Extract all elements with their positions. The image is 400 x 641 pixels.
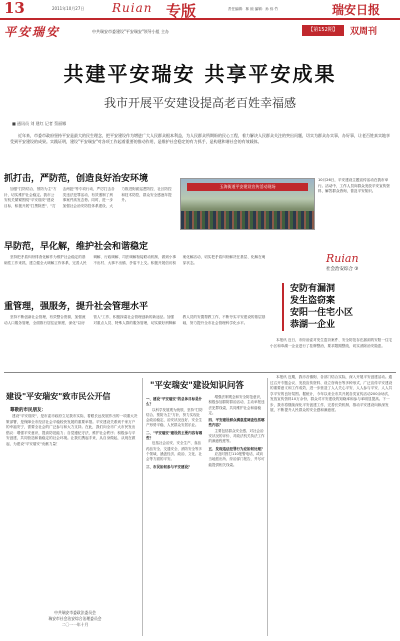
callout-headline (282, 283, 394, 331)
section-1-body: 加强"打防结合，预防为主"方针，切实维护社会稳定。我市公安机关紧紧围绕"平安瑞安"建设目标，积极开展"打黑除恶"、"打击两抢"等专项行动，严厉打击各类违法犯罪活动，有效遏制了刑事案件高发态势。同时，进一步加强社会治安防控体系建设，大力推进街面巡逻防控、社区防控和技术防控，群众安全感逐年提升。 (4, 187, 172, 208)
event-photo (180, 178, 315, 230)
editor-line: 责任编辑：林 琼 编辑：孙 伟 竹 (228, 7, 278, 11)
qa-answer: 主要包括群众安全感、对社会治安状况的评价、对政法机关执法工作的满意程度等。 (208, 428, 265, 444)
callout-line-3: 安阳一住宅小区 (290, 308, 354, 318)
photo-crowd (181, 211, 314, 229)
qa-question: 五、发现违法犯罪行为应如何处理？ (208, 446, 265, 451)
qa-question: 二、"平安瑞安"建设的主要内容有哪些？ (146, 430, 203, 441)
page-headline: 共建平安瑞安 共享平安成果 (63, 62, 337, 86)
section-divider (4, 372, 396, 373)
section-2-title: 早防范，早化解，维护社会和谐稳定 (4, 242, 149, 252)
callout-line-4: 恭湖一企业 (290, 320, 336, 330)
qa-question: 一、建设"平安瑞安"的总体目标是什么？ (146, 397, 203, 407)
callout-line-2: 发生盗窃案 (290, 296, 336, 306)
issue-badge: 【第152期】 (302, 25, 344, 36)
qa-question: 四、平安建设群众满意度调查包括哪些内容？ (208, 418, 265, 428)
photo-caption: 10月26日，平安建设主题宣传活动在我市举行。活动中，工作人员向群众发放平安宣传资料，解答群众咨询，普及平安知识。 (318, 178, 390, 193)
frequency-label: 双周刊 (350, 27, 378, 37)
organizer-line: 中共瑞安市委建设"平安瑞安"领导小组 主办 (92, 29, 169, 34)
lead-paragraph: 近年来，市委市政府坚持平安是最大的民生理念，把平安建设作为增进广大人民群众根本利益，为人民群众所期盼的民心工程，着力解决人民群众关注的突出问题，切实为群众办实事，办好事，让老百姓真实地享受到平安建设的成果。实践证明，建设"平安瑞安"对各项工作起着重要的推动作用，是维护社会稳定的有力抓手，是构建和谐社会的有效载体。 (10, 133, 390, 144)
qa-answer: 包括社会治安、安全生产、食品药品安全、交通安全、消防安全等多个领域，涵盖经济、政治、文化、社会等方面的平安。 (146, 441, 202, 462)
qa-answer: 增强法制观念和安全防范意识，积极参加群防群治活动，主动举报违法犯罪线索，共同维护社会和谐稳定。 (208, 395, 265, 415)
open-letter-body: 建设"平安瑞安"，是市委市政府立足我市实际，着眼长远发展作出的一项重大决策部署，是保障全市经济社会平稳较快发展的重要举措。平安建设关系到千家万户的幸福安宁，需要全社会的广泛参与和大力支持。在此，我们向全市广大市民发出倡议：增强平安意识，提高防范能力；自觉遵纪守法，维护社会秩序；积极参与平安创建，共同营造和谐稳定的社会环境。让我们携起手来，从自身做起，从现在做起，为建设"平安瑞安"贡献力量！ (6, 414, 138, 446)
qa-title: "平安瑞安"建设知识问答 (150, 381, 244, 391)
signature-org-2: 瑞安市社会治安综合治理委员会 (48, 616, 102, 621)
series-label: 社会治安综合 ③ (326, 267, 359, 272)
series-logo: Ruian (326, 252, 359, 265)
column-logo: 平安瑞安 (4, 25, 61, 39)
section-3-title: 重管理，强服务，提升社会管理水平 (4, 302, 149, 312)
qa-question: 三、市民如何参与平安建设？ (146, 464, 192, 469)
photo-banner: 玉海街道平安建设宣传活动现场 (187, 183, 308, 191)
section-3-body: 坚持不断创新社会管理，有效整合资源，加强流动人口服务管理，全面推行居住证制度，深化"以房管人"工作，积极探索社会管理创新的新途径。加强对重点人员、特殊人群的服务管理，切实做好刑释解教人员的安置帮教工作，不断夯实平安建设的基层基础，努力提升全市社会管理科学化水平。 (4, 315, 266, 325)
column-rule-left (142, 378, 143, 636)
page-number: 13 (4, 0, 25, 17)
callout-line-1: 安防有漏洞 (290, 284, 336, 294)
qa-answer: 应及时拨打110报警电话，或向当地派出所、综治部门报告，并尽可能提供相关线索。 (208, 451, 265, 467)
paper-logo: 瑞安日报 (332, 3, 381, 17)
signature-date: 二〇一一年十月 (61, 622, 89, 627)
right-column-article: 本报讯 近期，我市各镇街、各部门结合实际，深入开展平安创建活动。通过召开专题会议、发放宣传资料、设立咨询台等多种形式，广泛宣传平安建设的重要意义和工作成效，进一步营造了人人关心平安、人人参与平安、人人共享平安的良好氛围。据统计，今年以来全市共开展各类宣传活动200余场次，发放宣传资料10万余份，群众对平安建设的知晓率和参与率明显提高。下一步，我市将继续深化平安创建工作，完善长效机制，推动平安建设向纵深发展，不断提升人民群众的安全感和满意度。 (270, 375, 393, 412)
open-letter-signature (20, 610, 130, 628)
section-2-body: 坚持把矛盾纠纷排查化解作为维护社会稳定的基础性工作来抓，建立健全大调解工作体系，完善人民调解、行政调解、司法调解衔接联动机制，做到小事不出村、大事不出镇、矛盾不上交。积极开展信访积案化解活动，切实把矛盾纠纷解决在基层、化解在萌芽状态。 (4, 255, 266, 265)
qa-block (146, 395, 266, 635)
masthead (0, 0, 400, 20)
open-letter-title: 建设"平安瑞安"致市民公开信 (6, 392, 111, 401)
column-rule-right (267, 378, 268, 636)
section-1-title: 抓打击，严防范，创造良好治安环境 (4, 174, 149, 184)
callout-body: 本报讯 近日，市综治委对发生盗窃案件、安全防范存在漏洞的安阳一住宅小区和恭湖一企业进行了挂牌整治，要求限期整改，切实消除治安隐患。 (270, 338, 393, 348)
series-label-box (326, 252, 394, 272)
special-edition-label: 专版 (166, 2, 197, 20)
signature-org-1: 中共瑞安市委政法委员会 (54, 610, 96, 615)
column-header (0, 23, 400, 39)
issue-date: 2011年10月27日 (52, 6, 85, 11)
page-subheadline: 我市开展平安建设提高老百姓幸福感 (103, 96, 296, 110)
qa-answer: 以科学发展观为统领，坚持"打防结合、预防为主"方针，努力实现社会政治稳定、治安状况良好、安全生产形势平稳、人民群众安居乐业。 (146, 407, 203, 428)
open-letter-salutation: 尊敬的市民朋友： (10, 408, 46, 413)
ruian-wordmark: Ruian (112, 1, 153, 15)
byline: ■ 通讯员 刘 建红 记者 蔡丽娜 (12, 121, 67, 126)
